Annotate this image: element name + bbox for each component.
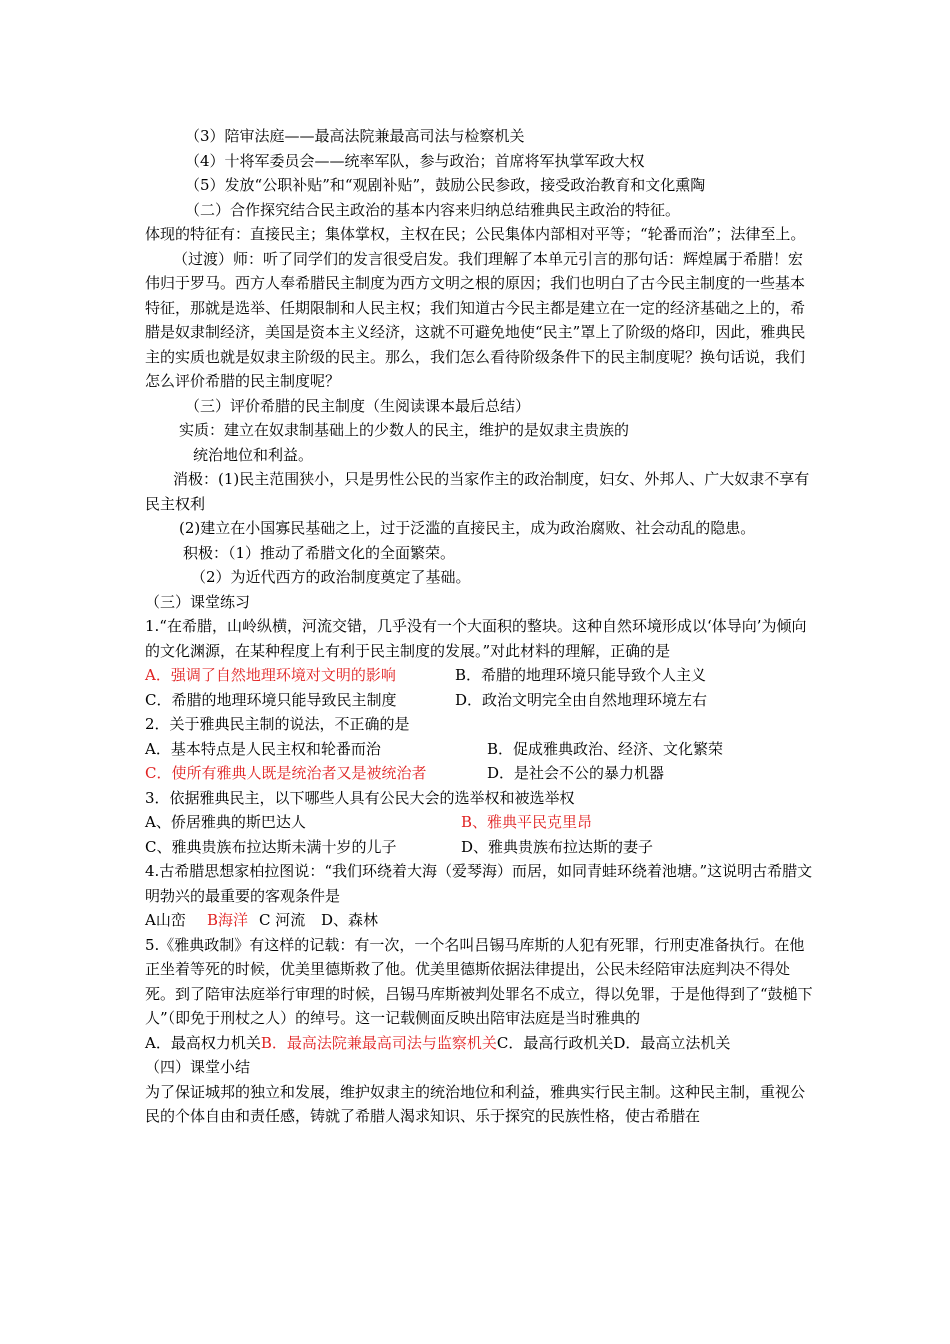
section-2-heading: （二）合作探究结合民主政治的基本内容来归纳总结雅典民主政治的特征。 [185,200,681,219]
q3-option-b: B、雅典平民克里昂 [461,813,593,831]
q4-option-b: B海洋 [207,911,249,929]
essence-line: 实质：建立在奴隶制基础上的少数人的民主，维护的是奴隶主贵族的 [179,421,630,439]
q3-option-d: D、雅典贵族布拉达斯的妻子 [461,837,654,856]
q4-stem: 4.古希腊思想家柏拉图说：“我们环绕着大海（爱琴海）而居，如同青蛙环绕着池塘。”这说明古希腊文明勃兴的最重要的客观条件是 [145,862,813,905]
q4-option-d: D、森林 [321,911,379,929]
q1-option-a: A．强调了自然地理环境对文明的影响 [145,666,396,684]
item-4-generals: （4）十将军委员会——统率军队，参与政治；首席将军执掌军政大权 [185,151,645,170]
q5-option-d: D．最高立法机关 [613,1033,731,1052]
document-page [145,124,815,1129]
summary-paragraph: 为了保证城邦的独立和发展，维护奴隶主的统治地位和利益，雅典实行民主制。这种民主制，重视公民的个体自由和责任感，铸就了希腊人渴求知识、乐于探究的民族性格，使古希腊在 [145,1082,806,1125]
q3-options-row2 [145,835,815,860]
item-5-subsidies: （5）发放“公职补贴”和“观剧补贴”，鼓励公民参政，接受政治教育和文化熏陶 [185,176,706,194]
q2-option-b: B．促成雅典政治、经济、文化繁荣 [487,739,724,758]
exercise-heading: （三）课堂练习 [145,592,251,611]
q2-option-c: C．使所有雅典人既是统治者又是被统治者 [145,764,427,782]
q1-option-c: C．希腊的地理环境只能导致民主制度 [145,690,397,709]
q2-option-a: A．基本特点是人民主权和轮番而治 [145,739,381,758]
positive-item-2: （2）为近代西方的政治制度奠定了基础。 [191,568,471,586]
q3-option-a: A、侨居雅典的斯巴达人 [145,813,306,831]
features-paragraph: 体现的特征有：直接民主；集体掌权，主权在民；公民集体内部相对平等；“轮番而治”；法律至上。 [145,225,806,243]
q5-option-b: B．最高法院兼最高司法与监察机关 [260,1033,497,1052]
positive-item-1: 积极：（1）推动了希腊文化的全面繁荣。 [183,543,456,562]
q4-options [145,908,815,933]
q2-stem: 2．关于雅典民主制的说法，不正确的是 [145,715,410,733]
q5-stem: 5.《雅典政制》有这样的记载：有一次，一个名叫吕锡马库斯的人犯有死罪，行刑吏准备执行。在他正坐着等死的时候，优美里德斯救了他。优美里德斯依据法律提出，公民未经陪审法庭判决不得处死。到了陪审法庭举行审理的时候，吕锡马库斯被判处罪名不成立，得以免罪，于是他得到了“鼓槌下人”（即免于刑杖之人）的绰号。这一记载侧面反映出陪审法庭是当时雅典的 [145,935,813,1027]
q2-option-d: D．是社会不公的暴力机器 [487,764,665,782]
q4-option-c: C 河流 [259,911,306,929]
q4-option-a: A山峦 [145,911,186,929]
item-3-court: （3）陪审法庭——最高法院兼最高司法与检察机关 [185,127,525,145]
q2-options-row1 [145,737,815,762]
q3-stem: 3．依据雅典民主，以下哪些人具有公民大会的选举权和被选举权 [145,788,575,807]
q2-options-row2 [145,761,815,786]
negative-paragraph: 消极：(1)民主范围狭小，只是男性公民的当家作主的政治制度，妇女、外邦人、广大奴隶不享有民主权利 [145,470,810,513]
q5-option-c: C．最高行政机关 [496,1033,614,1052]
q3-options-row1 [145,810,815,835]
q1-option-b: B．希腊的地理环境只能导致个人主义 [455,666,707,684]
transition-paragraph: （过渡）师：听了同学们的发言很受启发。我们理解了本单元引言的那句话：辉煌属于希腊！宏伟归于罗马。西方人奉希腊民主制度为西方文明之根的原因；我们也明白了古今民主制度的一些基本特征，那就是选举、任期限制和人民主权；我们知道古今民主都是建立在一定的经济基础之上的，希腊是奴隶制经济，美国是资本主义经济，这就不可避免地使“民主”罩上了阶级的烙印，因此，雅典民主的实质也就是奴隶主阶级的民主。那么，我们怎么看待阶级条件下的民主制度呢？换句话说，我们怎么评价希腊的民主制度呢？ [145,249,806,390]
q5-options [145,1031,815,1056]
negative-item-2: (2)建立在小国寡民基础之上，过于泛滥的直接民主，成为政治腐败、社会动乱的隐患。 [179,519,756,537]
q1-stem: 1.“在希腊，山岭纵横，河流交错，几乎没有一个大面积的整块。这种自然环境形成以‘体导向’为倾向的文化渊源，在某种程度上有利于民主制度的发展。”对此材料的理解，正确的是 [145,617,807,660]
q5-option-a: A．最高权力机关 [145,1033,261,1052]
q1-options-row2 [145,688,815,713]
essence-line-cont: 统治地位和利益。 [193,445,314,464]
section-3-heading: （三）评价希腊的民主制度（生阅读课本最后总结） [185,396,531,415]
q1-option-d: D．政治文明完全由自然地理环境左右 [455,690,708,709]
q1-options-row1 [145,663,815,688]
q3-option-c: C、雅典贵族布拉达斯未满十岁的儿子 [145,837,397,856]
summary-heading: （四）课堂小结 [145,1058,251,1076]
